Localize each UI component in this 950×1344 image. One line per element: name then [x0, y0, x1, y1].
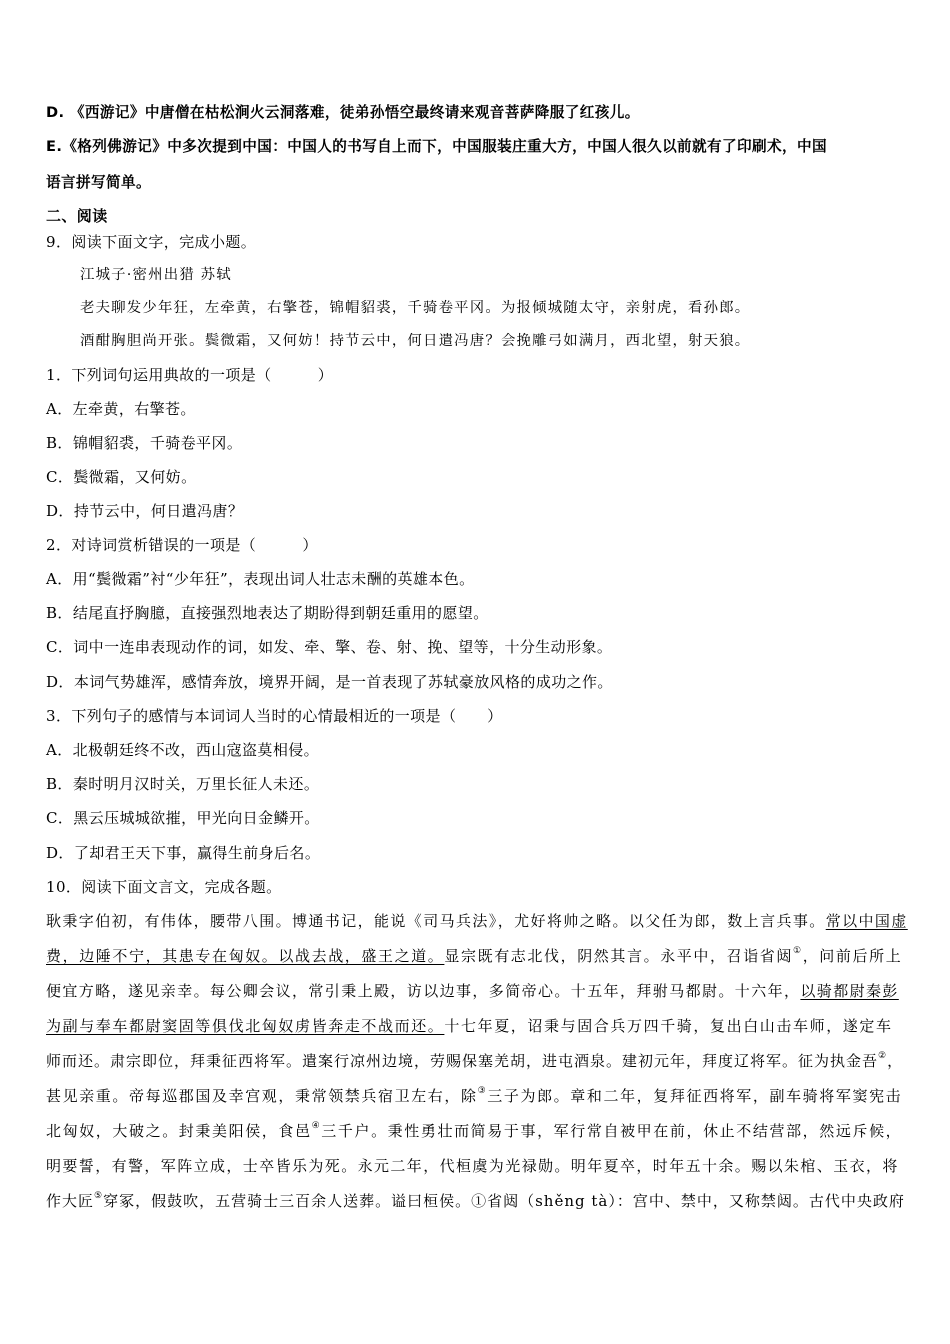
sub2-option-a: A．用“鬓微霜”衬“少年狂”，表现出词人壮志未酬的英雄本色。 — [46, 570, 475, 588]
sub3-option-d: D．了却君王天下事，赢得生前身后名。 — [46, 844, 321, 862]
passage-text: 北匈奴，大破之。封秉美阳侯，食邑 — [46, 1122, 312, 1140]
sub3-option-b: B．秦时明月汉时关，万里长征人未还。 — [46, 775, 320, 793]
passage-text: ，问前后所上 — [802, 947, 903, 965]
footnote-marker: ③ — [477, 1086, 488, 1096]
sub1-question: 1．下列词句运用典故的一项是（ ） — [46, 366, 334, 384]
sub1-option-d: D．持节云中，何日遣冯唐？ — [46, 502, 244, 520]
footnote-marker: ① — [793, 946, 803, 956]
passage-text: 耿秉字伯初，有伟体，腰带八围。博通书记，能说《司马兵法》，尤好将帅之略。以父任为郎，数上言兵事。 — [46, 912, 826, 930]
passage-text: 十七年夏，诏秉与固合兵万四千骑，复出白山击车师，遂定车 — [444, 1017, 893, 1035]
underlined-sentence: 为副与奉车都尉窦固等俱伐北匈奴虏皆奔走不战而还。 — [46, 1017, 445, 1035]
section-title: 二、阅读 — [46, 207, 108, 225]
passage-text: 甚见亲重。帝每巡郡国及幸宫观，秉常领禁兵宿卫左右，除 — [46, 1087, 478, 1105]
sub1-option-c: C．鬓微霜，又何妨。 — [46, 468, 197, 486]
sub3-option-c: C．黑云压城城欲摧，甲光向日金鳞开。 — [46, 809, 320, 827]
passage-text: 显宗既有志北伐，阴然其言。永平中，召诣省闼 — [444, 947, 794, 965]
passage-text: 三子为郎。章和二年，复拜征西将军，副车骑将军窦宪击 — [487, 1087, 903, 1105]
passage-line-9 — [46, 1191, 908, 1211]
q10-prompt: 10．阅读下面文言文，完成各题。 — [46, 878, 282, 896]
underlined-sentence: 费，边陲不宁，其患专在匈奴。以战去战，盛王之道。 — [46, 947, 445, 965]
passage-text: 三千户。秉性勇壮而简易于事，军行常自被甲在前，休止不结营部，然远斥候， — [321, 1122, 903, 1140]
underlined-sentence: 以骑都尉秦彭 — [800, 982, 899, 1000]
sub2-option-c: C．词中一连串表现动作的词，如发、牵、擎、卷、射、挽、望等，十分生动形象。 — [46, 638, 613, 656]
poem-line-2: 酒酣胸胆尚开张。鬓微霜，又何妨！持节云中，何日遣冯唐？会挽雕弓如满月，西北望，射天狼。 — [80, 333, 751, 349]
sub2-option-b: B．结尾直抒胸臆，直接强烈地表达了期盼得到朝廷重用的愿望。 — [46, 604, 489, 622]
sub2-option-d: D．本词气势雄浑，感情奔放，境界开阔，是一首表现了苏轼豪放风格的成功之作。 — [46, 673, 613, 691]
passage-line-5 — [46, 1051, 908, 1071]
sub3-option-a: A．北极朝廷终不改，西山寇盗莫相侵。 — [46, 741, 320, 759]
footnote-marker: ② — [878, 1051, 888, 1061]
underlined-sentence: 常以中国虚 — [825, 912, 908, 930]
sub2-question: 2．对诗词赏析错误的一项是（ ） — [46, 536, 318, 554]
option-e-line2: 语言拼写简单。 — [46, 174, 151, 191]
option-e-line1: E.《格列佛游记》中多次提到中国：中国人的书写自上而下，中国服装庄重大方，中国人很久以前就有了印刷术，中国 — [46, 138, 827, 155]
passage-line-1 — [46, 911, 908, 931]
passage-text: 师而还。肃宗即位，拜秉征西将军。遣案行凉州边境，劳赐保塞羌胡，进屯酒泉。建初元年，拜度辽将军。征为执金吾 — [46, 1052, 879, 1070]
passage-text: 作大匠 — [46, 1192, 95, 1210]
passage-text: ， — [887, 1052, 904, 1070]
passage-line-7 — [46, 1121, 908, 1141]
sub3-question: 3．下列句子的感情与本词词人当时的心情最相近的一项是（ ） — [46, 707, 503, 725]
sub1-option-b: B．锦帽貂裘，千骑卷平冈。 — [46, 434, 243, 452]
q9-prompt: 9．阅读下面文字，完成小题。 — [46, 233, 257, 251]
passage-line-2 — [46, 946, 908, 966]
passage-line-3 — [46, 981, 908, 1001]
poem-line-1: 老夫聊发少年狂，左牵黄，右擎苍，锦帽貂裘，千骑卷平冈。为报倾城随太守，亲射虎，看孙郎。 — [80, 300, 751, 316]
passage-line-6 — [46, 1086, 908, 1106]
sub1-option-a: A．左牵黄，右擎苍。 — [46, 400, 196, 418]
footnote-marker: ④ — [311, 1121, 322, 1131]
passage-text: 便宜方略，遂见亲幸。每公卿会议，常引秉上殿，访以边事，多简帝心。十五年，拜驸马都尉。十六年， — [46, 982, 801, 1000]
option-d-xiyouji: D. 《西游记》中唐僧在枯松涧火云洞落难，徒弟孙悟空最终请来观音菩萨降服了红孩儿。 — [46, 104, 640, 121]
poem-title: 江城子·密州出猎 苏轼 — [80, 267, 232, 283]
footnote-marker: ⑤ — [94, 1191, 104, 1201]
passage-line-4 — [46, 1016, 908, 1036]
passage-line-8: 明要誓，有警，军阵立成，士卒皆乐为死。永元二年，代桓虞为光禄勋。明年夏卒，时年五十余。赐以朱棺、玉衣，将 — [46, 1157, 899, 1175]
passage-text: 穿冢，假鼓吹，五营骑士三百余人送葬。谥曰桓侯。①省闼（shěng tà）：宫中、禁中，又称禁闼。古代中央政府 — [103, 1192, 905, 1210]
